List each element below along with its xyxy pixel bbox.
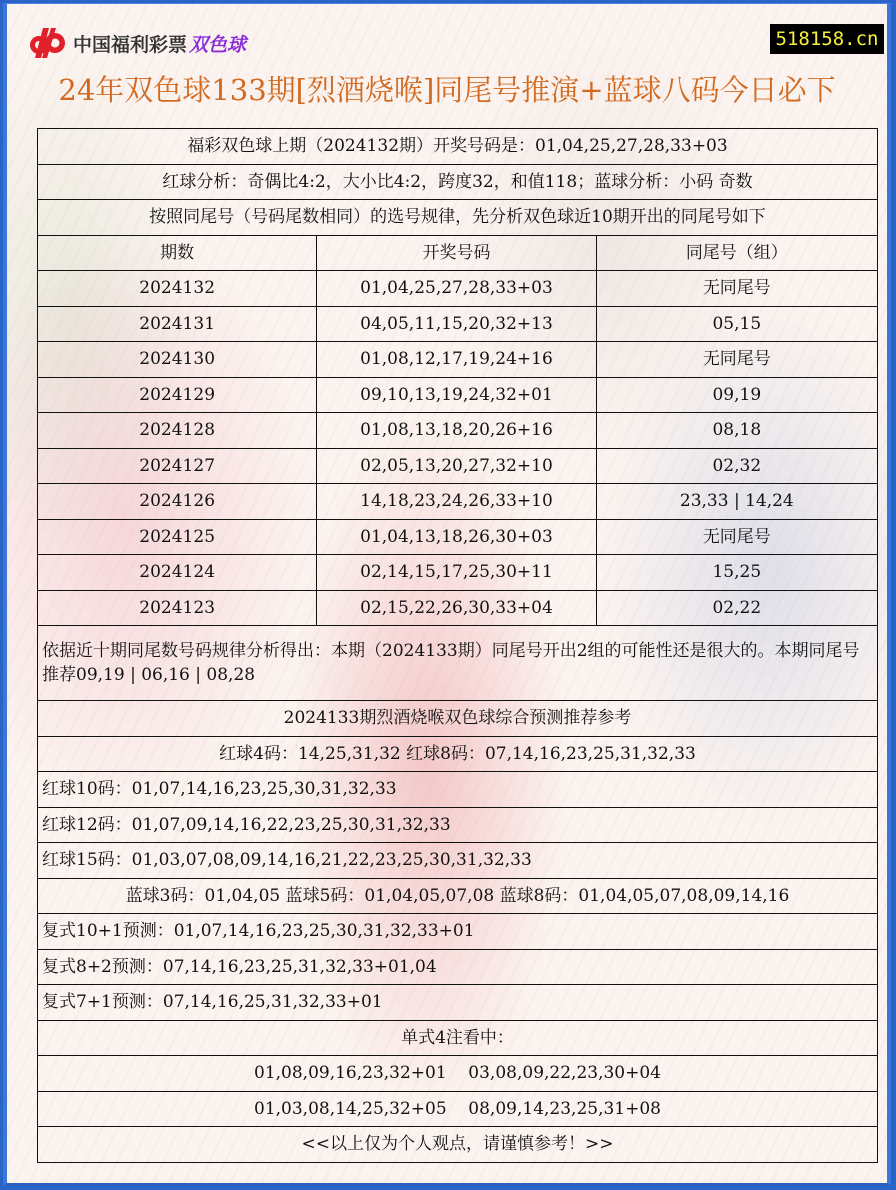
same-tail-cell: 无同尾号 [596, 519, 877, 555]
prediction-table [37, 128, 878, 1163]
same-tail-cell: 无同尾号 [596, 342, 877, 378]
numbers-cell: 02,05,13,20,27,32+10 [317, 448, 596, 484]
site-badge[interactable]: 518158.cn [770, 24, 884, 54]
rule-text: 按照同尾号（号码尾数相同）的选号规律，先分析双色球近10期开出的同尾号如下 [38, 200, 878, 236]
red-15-codes: 红球15码：01,03,07,08,09,14,16,21,22,23,25,30,31,32,33 [38, 843, 878, 879]
table-row [38, 590, 878, 626]
fushi-8-2: 复式8+2预测：07,14,16,23,25,31,32,33+01,04 [38, 949, 878, 985]
numbers-cell: 01,08,12,17,19,24+16 [317, 342, 596, 378]
red-4-8-codes: 红球4码：14,25,31,32 红球8码：07,14,16,23,25,31,32,33 [38, 736, 878, 772]
table-row [38, 377, 878, 413]
page-title: 24年双色球133期[烈酒烧喉]同尾号推演+蓝球八码今日必下 [58, 73, 836, 107]
numbers-cell: 01,08,13,18,20,26+16 [317, 413, 596, 449]
issue-cell: 2024130 [38, 342, 317, 378]
same-tail-cell: 02,22 [596, 590, 877, 626]
history-header-row [38, 235, 878, 271]
issue-cell: 2024128 [38, 413, 317, 449]
table-row [38, 342, 878, 378]
numbers-cell: 14,18,23,24,26,33+10 [317, 484, 596, 520]
cwl-logo-icon [25, 26, 69, 60]
conclusion-text: 依据近十期同尾数号码规律分析得出：本期（2024133期）同尾号开出2组的可能性还是很大的。本期同尾号推荐09,19 | 06,16 | 08,28 [38, 626, 878, 701]
numbers-cell: 02,14,15,17,25,30+11 [317, 555, 596, 591]
lottery-logo [25, 26, 246, 60]
issue-cell: 2024126 [38, 484, 317, 520]
single-title: 单式4注看中： [38, 1020, 878, 1056]
same-tail-cell: 15,25 [596, 555, 877, 591]
single-row-2: 01,03,08,14,25,32+05 08,09,14,23,25,31+08 [38, 1091, 878, 1127]
header-same-tail: 同尾号（组） [596, 235, 877, 271]
same-tail-cell: 02,32 [596, 448, 877, 484]
same-tail-cell: 无同尾号 [596, 271, 877, 307]
table-row [38, 413, 878, 449]
table-row [38, 555, 878, 591]
last-draw-text: 福彩双色球上期（2024132期）开奖号码是：01,04,25,27,28,33+03 [38, 129, 878, 165]
disclaimer: <<以上仅为个人观点，请谨慎参考！>> [38, 1127, 878, 1163]
table-row [38, 448, 878, 484]
table-row [38, 519, 878, 555]
table-row [38, 306, 878, 342]
fushi-7-1: 复式7+1预测：07,14,16,25,31,32,33+01 [38, 985, 878, 1021]
same-tail-cell: 23,33 | 14,24 [596, 484, 877, 520]
prediction-title: 2024133期烈酒烧喉双色球综合预测推荐参考 [38, 701, 878, 737]
red-12-codes: 红球12码：01,07,09,14,16,22,23,25,30,31,32,33 [38, 807, 878, 843]
fushi-10-1: 复式10+1预测：01,07,14,16,23,25,30,31,32,33+01 [38, 914, 878, 950]
issue-cell: 2024127 [38, 448, 317, 484]
header-issue: 期数 [38, 235, 317, 271]
issue-cell: 2024131 [38, 306, 317, 342]
numbers-cell: 09,10,13,19,24,32+01 [317, 377, 596, 413]
issue-cell: 2024125 [38, 519, 317, 555]
red-10-codes: 红球10码：01,07,14,16,23,25,30,31,32,33 [38, 772, 878, 808]
numbers-cell: 01,04,25,27,28,33+03 [317, 271, 596, 307]
numbers-cell: 01,04,13,18,26,30+03 [317, 519, 596, 555]
same-tail-cell: 08,18 [596, 413, 877, 449]
single-row-1: 01,08,09,16,23,32+01 03,08,09,22,23,30+04 [38, 1056, 878, 1092]
numbers-cell: 04,05,11,15,20,32+13 [317, 306, 596, 342]
analysis-text: 红球分析：奇偶比4:2，大小比4:2，跨度32，和值118；蓝球分析：小码 奇数 [38, 164, 878, 200]
issue-cell: 2024124 [38, 555, 317, 591]
same-tail-cell: 05,15 [596, 306, 877, 342]
table-row [38, 484, 878, 520]
issue-cell: 2024123 [38, 590, 317, 626]
logo-text: 中国福利彩票 双色球 [73, 33, 247, 56]
issue-cell: 2024132 [38, 271, 317, 307]
header-numbers: 开奖号码 [317, 235, 596, 271]
issue-cell: 2024129 [38, 377, 317, 413]
same-tail-cell: 09,19 [596, 377, 877, 413]
numbers-cell: 02,15,22,26,30,33+04 [317, 590, 596, 626]
table-row [38, 271, 878, 307]
page-frame [3, 3, 891, 1186]
blue-codes: 蓝球3码：01,04,05 蓝球5码：01,04,05,07,08 蓝球8码：01,04,05,07,08,09,14,16 [38, 878, 878, 914]
